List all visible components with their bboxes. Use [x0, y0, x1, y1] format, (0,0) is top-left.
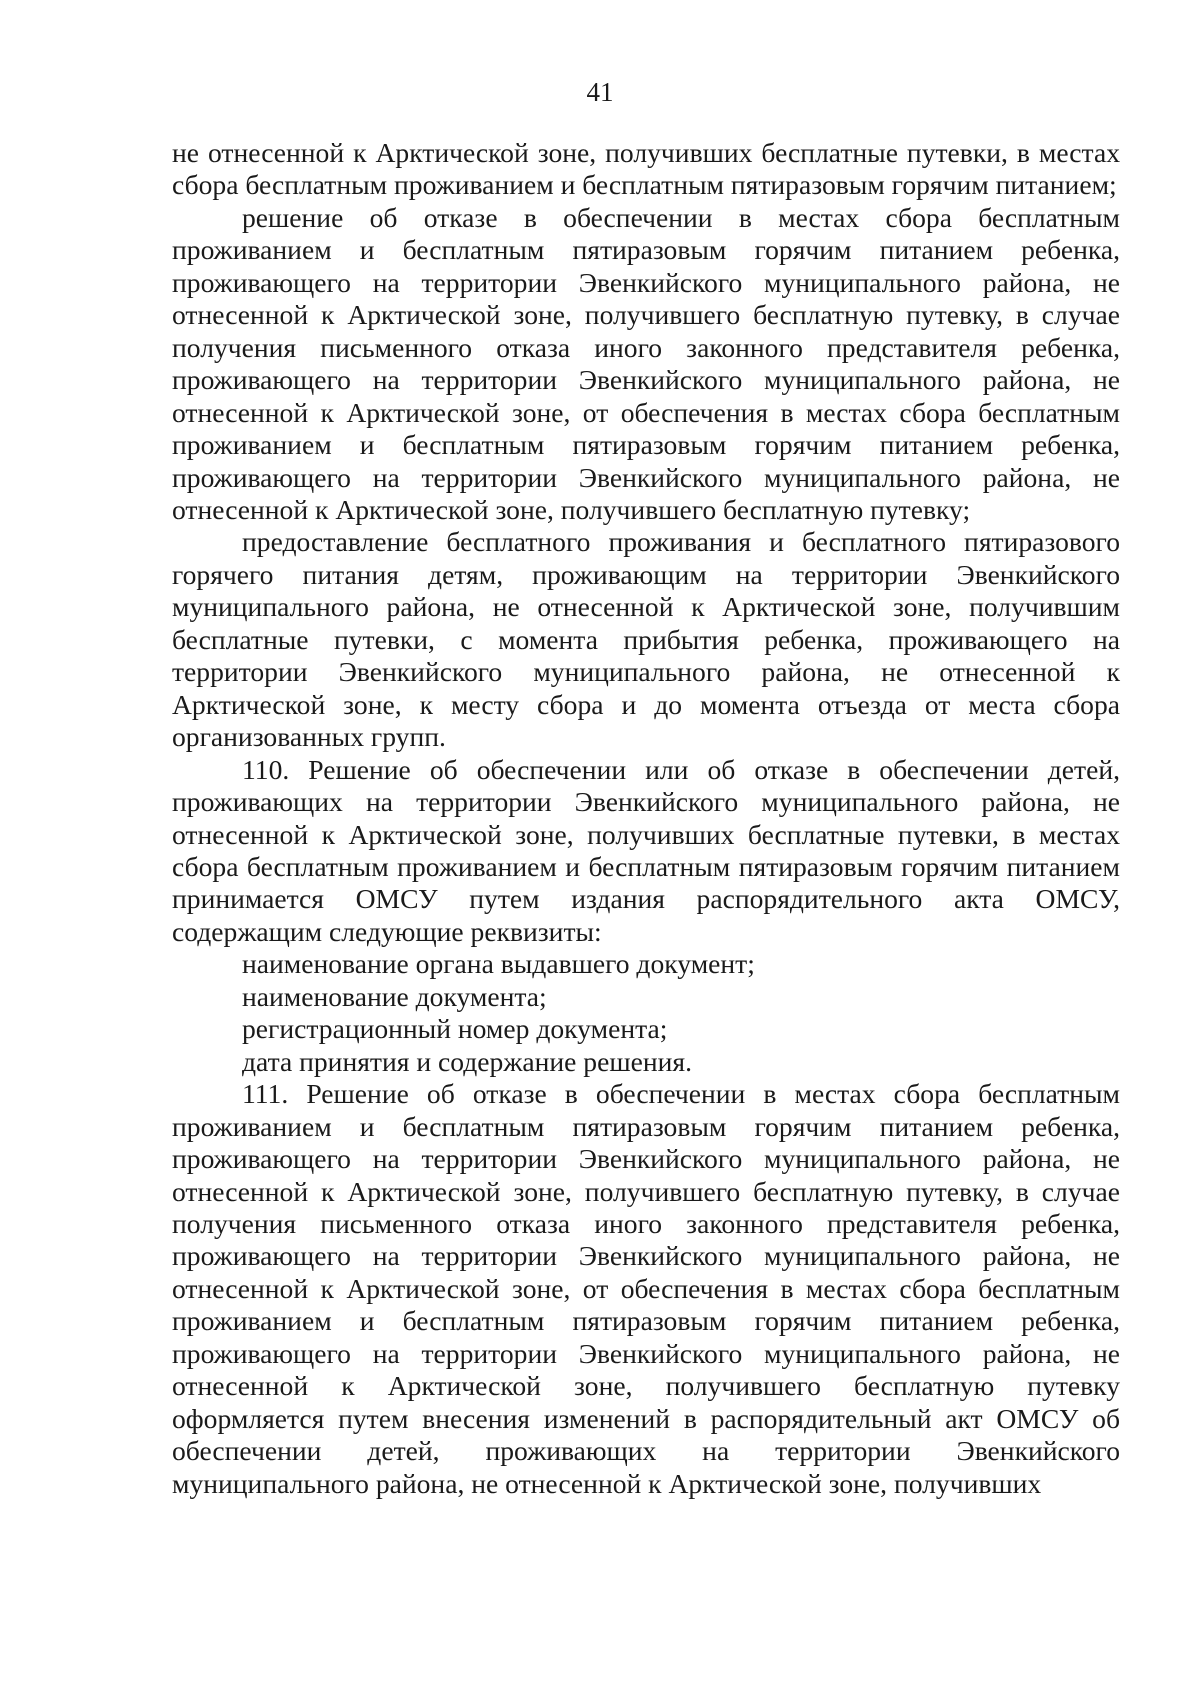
document-body [172, 137, 1120, 1500]
paragraph-continuation: не отнесенной к Арктической зоне, получивших бесплатные путевки, в местах сбора бесплатным проживанием и бесплатным пятиразовым горячим питанием; [172, 137, 1120, 201]
paragraph-111: 111. Решение об отказе в обеспечении в местах сбора бесплатным проживанием и бесплатным пятиразовым горячим питанием ребенка, проживающего на территории Эвенкийского муниципального района, не отнесенной к Арктической зоне, получившего бесплатную путевку, в случае получения письменного отказа иного законного представителя ребенка, проживающего на территории Эвенкийского муниципального района, не отнесенной к Арктической зоне, от обеспечения в местах сбора бесплатным проживанием и бесплатным пятиразовым горячим питанием ребенка, проживающего на территории Эвенкийского муниципального района, не отнесенной к Арктической зоне, получившего бесплатную путевку оформляется путем внесения изменений в распорядительный акт ОМСУ об обеспечении детей, проживающих на территории Эвенкийского муниципального района, не отнесенной к Арктической зоне, получивших [172, 1078, 1120, 1499]
paragraph-110: 110. Решение об обеспечении или об отказе в обеспечении детей, проживающих на территории Эвенкийского муниципального района, не отнесенной к Арктической зоне, получивших бесплатные путевки, в местах сбора бесплатным проживанием и бесплатным пятиразовым горячим питанием принимается ОМСУ путем издания распорядительного акта ОМСУ, содержащим следующие реквизиты: [172, 753, 1120, 947]
requisite-registration-number: регистрационный номер документа; [242, 1013, 668, 1045]
paragraph-provision: предоставление бесплатного проживания и бесплатного пятиразового горячего питания детям, проживающим на территории Эвенкийского муниципального района, не отнесенной к Арктической зоне, получившим бесплатные путевки, с момента прибытия ребенка, проживающего на территории Эвенкийского муниципального района, не отнесенной к Арктической зоне, к месту сбора и до момента отъезда от места сбора организованных групп. [172, 526, 1120, 753]
requisite-date-and-content: дата принятия и содержание решения. [242, 1045, 692, 1077]
paragraph-refusal-decision: решение об отказе в обеспечении в местах сбора бесплатным проживанием и бесплатным пятиразовым горячим питанием ребенка, проживающего на территории Эвенкийского муниципального района, не отнесенной к Арктической зоне, получившего бесплатную путевку, в случае получения письменного отказа иного законного представителя ребенка, проживающего на территории Эвенкийского муниципального района, не отнесенной к Арктической зоне, от обеспечения в местах сбора бесплатным проживанием и бесплатным пятиразовым горячим питанием ребенка, проживающего на территории Эвенкийского муниципального района, не отнесенной к Арктической зоне, получившего бесплатную путевку; [172, 201, 1120, 525]
requisite-document-name: наименование документа; [242, 980, 547, 1012]
requisite-issuing-body: наименование органа выдавшего документ; [242, 948, 755, 980]
page-number: 41 [586, 77, 614, 107]
